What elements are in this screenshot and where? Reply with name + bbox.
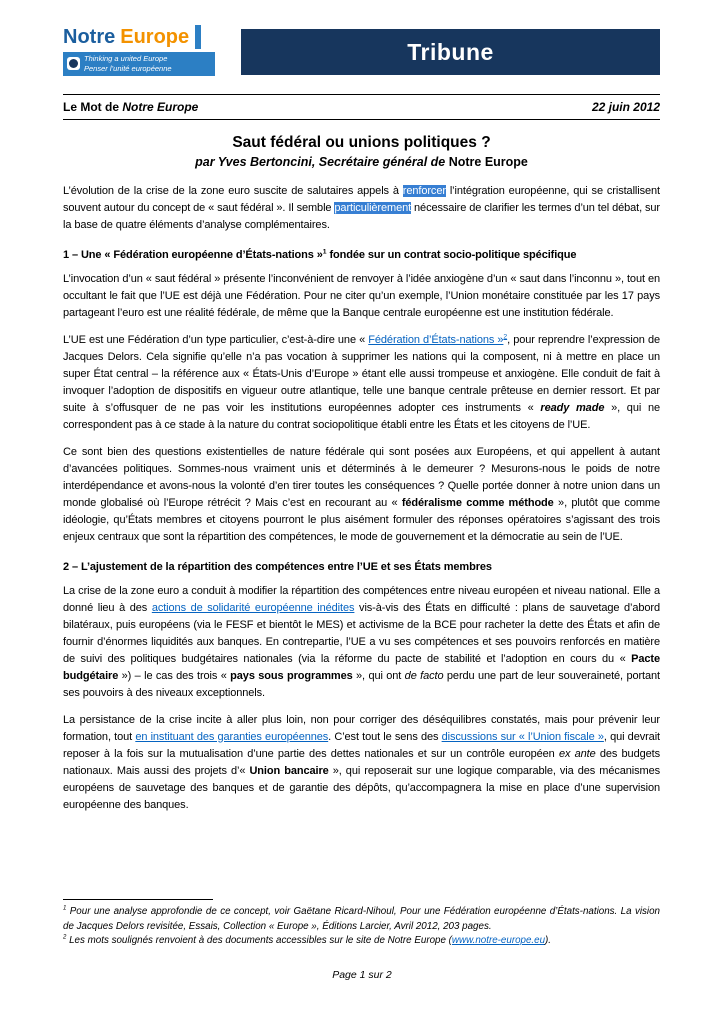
text-run: ex ante (558, 747, 596, 760)
text-run: Pacte budgétaire (63, 652, 660, 682)
footnote-separator (63, 899, 213, 900)
text-run: , Essais, Collection « Europe », Éditions Larcier, Avril 2012, 203 pages. (183, 920, 492, 932)
text-run: », qui reposerait sur une logique comparable, via des mécanismes européens de sauvetage des banques et de garantie des dépôts, qu’accompagnera la mise en place d’une supervision européenne des banques. (63, 764, 661, 811)
logo-accent-bar (195, 25, 201, 49)
banner-title: Tribune (407, 38, 494, 65)
text-run: . C’est tout le sens des (328, 730, 442, 743)
text-run: vis-à-vis des États en difficulté : plans de sauvetage d’abord bilatéraux, puis européens (via le FESF et bientôt le MES) et activisme de la BCE pour racheter la dette des États et afin de fournir d’énormes liquidités aux banques. En contrepartie, l’UE a vu ses compétences et ses pouvoirs renforcés en matière de suivi des politiques budgétaires nationales (via la réforme du pacte de stabilité et l’adoption en cours du « (63, 601, 661, 665)
text-run: fédéralisme comme méthode (401, 496, 554, 509)
text-run: perdu une part de leur souveraineté, portant ses pouvoirs à des niveaux exceptionnels. (63, 669, 660, 699)
hyperlink[interactable]: en instituant des garanties européennes (135, 730, 329, 743)
text-run: fondée sur un contrat socio-politique spécifique (326, 248, 577, 261)
text-run: l’intégration européenne, qui se cristallisent souvent autour du concept de « saut fédéral ». Il semble (63, 184, 660, 214)
document-title: Saut fédéral ou unions politiques ? (232, 133, 491, 151)
subtitle-org: Notre Europe (448, 154, 528, 169)
subtitle-author: par Yves Bertoncini, Secrétaire général de (195, 154, 449, 169)
footnote-1 (63, 905, 660, 934)
text-run: », qui ont (352, 669, 405, 682)
notre-europe-logo (63, 25, 215, 76)
text-run: La crise de la zone euro a conduit à modifier la répartition des compétences entre niveau européen et niveau national. Elle a donné lieu à des (63, 584, 660, 614)
divider-meta (63, 119, 660, 120)
section-heading (63, 249, 660, 261)
text-run: La persistance de la crise incite à aller plus loin, non pour corriger des déséquilibres constatés, mais pour prévenir leur formation, tout (63, 713, 660, 743)
text-run: , qui devrait reposer à la fois sur la mutualisation d’une partie des dettes nationales et sur un contrôle européen (63, 730, 660, 760)
hyperlink[interactable]: discussions sur « l’Union fiscale » (441, 730, 604, 743)
text-run: ») – le cas des trois « (118, 669, 231, 682)
logo-word-notre: Notre (63, 25, 116, 48)
text-run: ). (545, 935, 552, 947)
text-run: Pour une Fédération européenne d’États-nations. La vision de Jacques Delors revisitée (63, 906, 660, 932)
text-run: Ce sont bien des questions existentielles de nature fédérale qui sont posées aux Européens, et qui appellent à autant d’avancées politiques. Sommes-nous vraiment unis et déterminés à le demeurer ? Mesurons-nous le poids de notre interdépendance et avons-nous la volonté d’en tirer toutes les conséquences ? Quelle portée donner à notre union dans un monde globalisé où l’Europe rétrécit ? Mais c’est en recourant au « (63, 445, 660, 509)
paragraph (63, 271, 660, 322)
hyperlink[interactable]: actions de solidarité européenne inédites (151, 601, 355, 614)
text-run: L’évolution de la crise de la zone euro suscite de salutaires appels à (63, 184, 403, 197)
meta-series-prefix: Le Mot de (63, 99, 123, 114)
text-run: des budgets nationaux. Mais aussi des projets d’« (63, 747, 660, 777)
logo-wordmark (63, 25, 215, 49)
hyperlink[interactable]: www.notre-europe.eu (451, 935, 546, 947)
text-run: Les mots soulignés renvoient à des documents accessibles sur le site de Notre Europe ( (66, 935, 452, 947)
meta-date: 22 juin 2012 (591, 99, 660, 114)
meta-series-org: Notre Europe (122, 99, 199, 114)
text-run: L’UE est une Fédération d’un type particulier, c’est-à-dire une « (63, 333, 369, 346)
text-run: 1 (322, 247, 327, 255)
meta-row (63, 95, 660, 119)
document-body (63, 183, 660, 814)
paragraph (63, 444, 660, 546)
text-run: de facto (404, 669, 444, 682)
text-run: ready made (540, 401, 605, 414)
logo-word-europe: Europe (120, 25, 190, 48)
hyperlink[interactable]: 2 (503, 332, 508, 340)
logo-tagline-fr: Penser l’unité européenne (84, 63, 172, 73)
text-run: L’invocation d’un « saut fédéral » présente l’inconvénient de renvoyer à l’idée anxiogène d’un « saut dans l’inconnu », tout en occultant le fait que l’UE est déjà une Fédération. Pour ne citer qu’un exemple, l’Union monétaire constituée par les 17 pays partageant l’euro est une réalité fédérale, de même que la Banque centrale européenne est une institution fédérale. (63, 272, 660, 319)
text-run: », qui ne correspondent pas à ce stade à la nature du contrat sociopolitique établi entre les États et les citoyens de l’UE. (63, 401, 660, 431)
text-run: Pour une analyse approfondie de ce concept, voir Gaëtane Ricard-Nihoul, (66, 906, 400, 917)
text-run: pays sous programmes (230, 669, 353, 682)
logo-emblem-icon (67, 57, 80, 70)
paragraph (63, 712, 660, 814)
text-run: 2 (63, 935, 67, 942)
tribune-banner (241, 29, 660, 75)
text-run: 1 (63, 905, 67, 912)
page-header (63, 25, 660, 76)
footnotes-block (63, 899, 660, 949)
text-run: particulièrement (334, 201, 412, 214)
text-run: 1 – Une « Fédération européenne d’États-nations » (63, 248, 323, 261)
text-run: Union bancaire (249, 764, 329, 777)
footnote-2 (63, 934, 660, 949)
page-number: Page 1 sur 2 (332, 969, 392, 981)
hyperlink[interactable]: Fédération d’États-nations » (368, 333, 504, 346)
text-run: renforcer (402, 184, 446, 197)
section-heading (63, 561, 660, 573)
paragraph (63, 332, 660, 434)
logo-taglines (84, 54, 172, 74)
text-run: 2 – L’ajustement de la répartition des compétences entre l’UE et ses États membres (63, 560, 492, 573)
text-run: », plutôt que comme idéologie, qu’États membres et citoyens pourront le plus aisément formuler des réponses opératoires s’agissant des trois enjeux centraux que sont la répartition des compétences, le mode de gouvernement et la démocratie au sein de l’UE. (63, 496, 660, 543)
logo-tagline-en: Thinking a united Europe (84, 54, 168, 63)
text-run: , pour reprendre l’expression de Jacques Delors. Cela signifie qu’elle n’a pas vocation à supprimer les nations qui la composent, ni à mettre en place un super État central – la référence aux « États-Unis d’Europe » étant elle aussi trompeuse et anxiogène. Elle conduit de fait à invoquer l’adoption de dispositifs en vigueur outre atlantique, telle une banque centrale prêteuse en dernier ressort. Et par suite à s’offusquer de ne pas voir les institutions européennes adopter ces instruments « (63, 333, 660, 414)
document-subtitle (63, 155, 660, 169)
text-run: nécessaire de clarifier les termes d’un tel débat, sur la base de quatre éléments d’analyse complémentaires. (63, 201, 660, 231)
logo-tagline-strip (63, 52, 215, 76)
meta-series-label (63, 100, 198, 114)
paragraph (63, 183, 660, 234)
paragraph (63, 583, 660, 702)
